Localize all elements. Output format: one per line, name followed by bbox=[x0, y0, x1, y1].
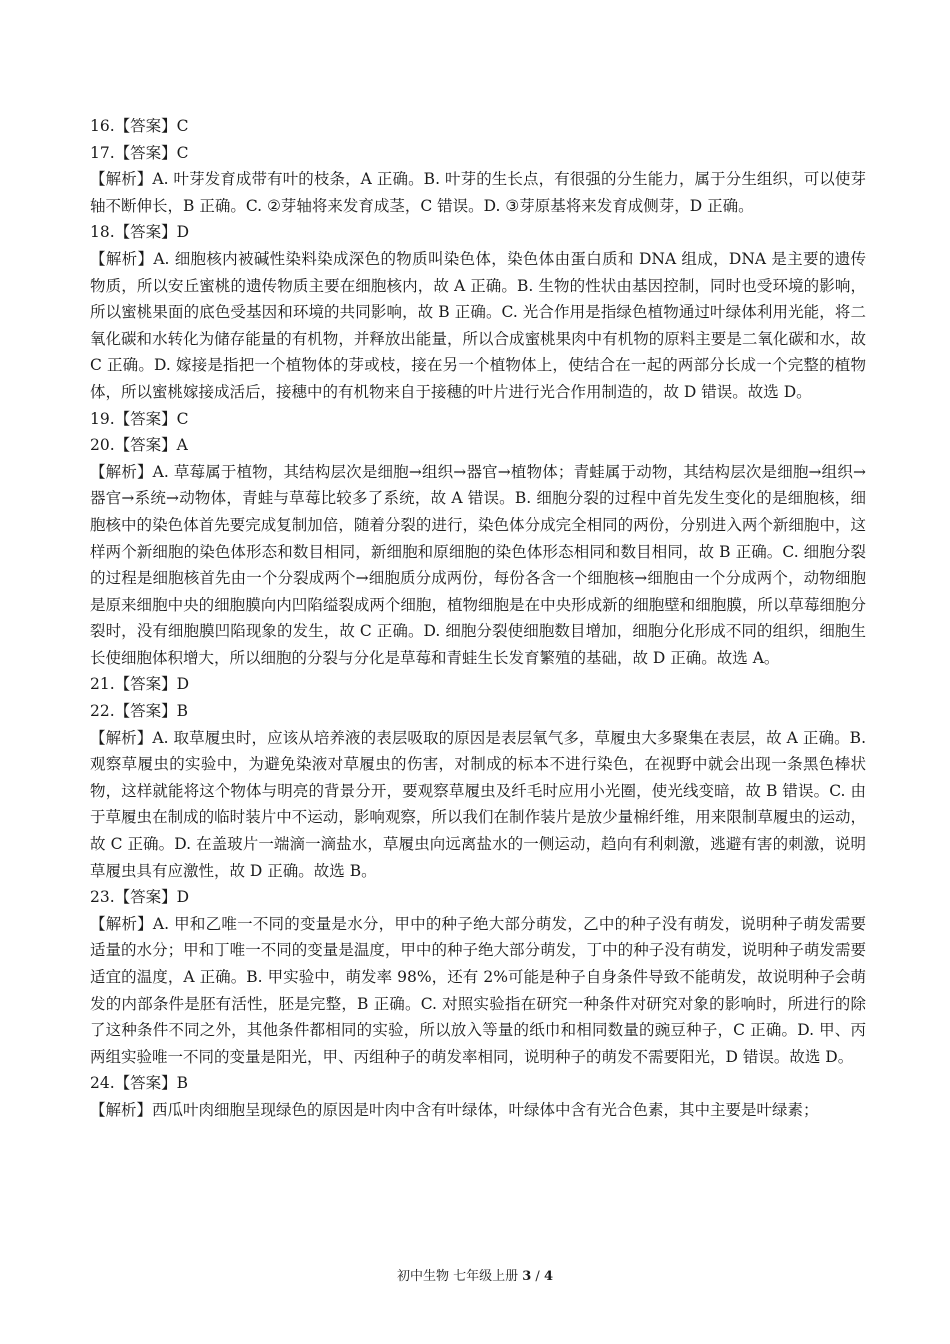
answer-21: 21.【答案】D bbox=[90, 675, 190, 694]
answer-22: 22.【答案】B bbox=[90, 702, 189, 721]
answer-17: 17.【答案】C bbox=[90, 143, 189, 162]
footer-page-current: 3 bbox=[522, 1269, 532, 1284]
explanation-22: 【解析】A. 取草履虫时，应该从培养液的表层吸取的原因是表层氧气多，草履虫大多聚集在表层，故 A 正确。B. 观察草履虫的实验中，为避免染液对草履虫的伤害，对制成的标本不进行染色，在视野中就会出现一条黑色棒状物，这样就能将这个物体与明亮的背景分开，要观察草履虫及纤毛时应用小光圈，使光线变暗，故 B 错误。C. 由于草履虫在制成的临时装片中不运动，影响观察，所以我们在制作装片是放少量棉纤维，用来限制草履虫的运动，故 C 正确。D. 在盖玻片一端滴一滴盐水，草履虫向远离盐水的一侧运动，趋向有利刺激，逃避有害的刺激，说明草履虫具有应激性，故 D 正确。故选 B。 bbox=[90, 728, 866, 880]
page-footer bbox=[0, 1268, 950, 1286]
explanation-20: 【解析】A. 草莓属于植物，其结构层次是细胞→组织→器官→植物体；青蛙属于动物，其结构层次是细胞→组织→器官→系统→动物体，青蛙与草莓比较多了系统，故 A 错误。B. 细胞分裂的过程中首先发生变化的是细胞核，细胞核中的染色体首先要完成复制加倍，随着分裂的进行，染色体分成完全相同的两份，分别进入两个新细胞中，这样两个新细胞的染色体形态和数目相同，新细胞和原细胞的染色体形态相同和数目相同，故 B 正确。C. 细胞分裂的过程是细胞核首先由一个分裂成两个→细胞质分成两份，每份各含一个细胞核→细胞由一个分成两个，动物细胞是原来细胞中央的细胞膜向内凹陷缢裂成两个细胞，植物细胞是在中央形成新的细胞壁和细胞膜，所以草莓细胞分裂时，没有细胞膜凹陷现象的发生，故 C 正确。D. 细胞分裂使细胞数目增加，细胞分化形成不同的组织，细胞生长使细胞体积增大，所以细胞的分裂与分化是草莓和青蛙生长发育繁殖的基础，故 D 正确。故选 A。 bbox=[90, 462, 866, 667]
footer-separator: / bbox=[531, 1269, 544, 1284]
document-body bbox=[90, 113, 866, 1124]
answer-16: 16.【答案】C bbox=[90, 117, 189, 135]
answer-23: 23.【答案】D bbox=[90, 888, 190, 907]
explanation-23: 【解析】A. 甲和乙唯一不同的变量是水分，甲中的种子绝大部分萌发，乙中的种子没有萌发，说明种子萌发需要适量的水分；甲和丁唯一不同的变量是温度，甲中的种子绝大部分萌发，丁中的种子没有萌发，说明种子萌发需要适宜的温度，A 正确。B. 甲实验中，萌发率 98%，还有 2%可能是种子自身条件导致不能萌发，故说明种子会萌发的内部条件是胚有活性，胚是完整，B 正确。C. 对照实验指在研究一种条件对研究对象的影响时，所进行的除了这种条件不同之外，其他条件都相同的实验，所以放入等量的纸巾和相同数量的豌豆种子，C 正确。D. 甲、丙两组实验唯一不同的变量是阳光，甲、丙组种子的萌发率相同，说明种子的萌发不需要阳光，D 错误。故选 D。 bbox=[90, 914, 866, 1066]
answer-19: 19.【答案】C bbox=[90, 409, 189, 428]
explanation-17: 【解析】A. 叶芽发育成带有叶的枝条，A 正确。B. 叶芽的生长点，有很强的分生能力，属于分生组织，可以使芽轴不断伸长，B 正确。C. ②芽轴将来发育成茎，C 错误。D. ③芽原基将来发育成侧芽，D 正确。 bbox=[90, 170, 866, 215]
footer-course: 初中生物 七年级上册 bbox=[396, 1269, 523, 1284]
answer-20: 20.【答案】A bbox=[90, 436, 188, 455]
footer-page-total: 4 bbox=[543, 1269, 553, 1284]
explanation-18: 【解析】A. 细胞核内被碱性染料染成深色的物质叫染色体，染色体由蛋白质和 DNA 组成，DNA 是主要的遗传物质，所以安丘蜜桃的遗传物质主要在细胞核内，故 A 正确。B. 生物的性状由基因控制，同时也受环境的影响，所以蜜桃果面的底色受基因和环境的共同影响，故 B 正确。C. 光合作用是指绿色植物通过叶绿体利用光能，将二氧化碳和水转化为储存能量的有机物，并释放出能量，所以合成蜜桃果肉中有机物的原料主要是二氧化碳和水，故 C 正确。D. 嫁接是指把一个植物体的芽或枝，接在另一个植物体上，使结合在一起的两部分长成一个完整的植物体，所以蜜桃嫁接成活后，接穗中的有机物来自于接穗的叶片进行光合作用制造的，故 D 错误。故选 D。 bbox=[90, 249, 866, 401]
explanation-24: 【解析】西瓜叶肉细胞呈现绿色的原因是叶肉中含有叶绿体，叶绿体中含有光合色素，其中主要是叶绿素； bbox=[90, 1100, 819, 1119]
answer-18: 18.【答案】D bbox=[90, 223, 190, 242]
answer-24: 24.【答案】B bbox=[90, 1074, 189, 1093]
